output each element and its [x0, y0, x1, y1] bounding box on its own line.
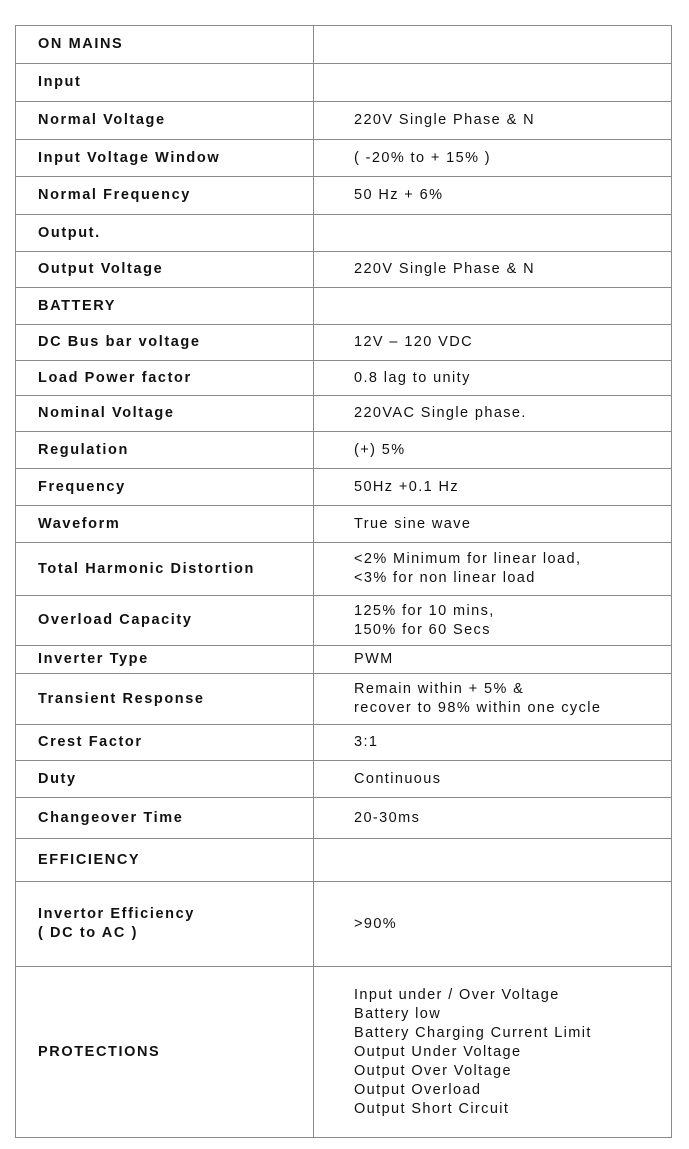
table-row [16, 64, 672, 102]
spec-label-text: Input [38, 74, 82, 90]
spec-value-line: Output Under Voltage [354, 1043, 522, 1060]
spec-label [16, 646, 314, 674]
spec-value-line: <2% Minimum for linear load, [354, 551, 582, 567]
spec-label-text: BATTERY [38, 297, 117, 314]
spec-label [16, 469, 314, 506]
spec-label-text: Invertor Efficiency [38, 906, 195, 922]
spec-value [314, 798, 672, 839]
spec-label [16, 839, 314, 882]
table-row [16, 140, 672, 177]
table-row [16, 396, 672, 432]
spec-value-line: (+) 5% [354, 441, 406, 458]
spec-label-text: Overload Capacity [38, 612, 193, 628]
spec-label [16, 506, 314, 543]
spec-value [314, 967, 672, 1138]
spec-value [314, 506, 672, 543]
specifications-table-body [16, 26, 672, 1138]
spec-value-line: Output Short Circuit [354, 1100, 510, 1117]
spec-label-text: PROTECTIONS [38, 1043, 161, 1060]
spec-label-text: Transient Response [38, 690, 205, 707]
spec-label-text: Duty [38, 770, 77, 787]
table-row [16, 882, 672, 967]
spec-label-text: ON MAINS [38, 36, 124, 52]
table-row [16, 288, 672, 325]
table-row [16, 506, 672, 543]
spec-label-text: Input Voltage Window [38, 149, 221, 166]
table-row [16, 177, 672, 215]
spec-label [16, 215, 314, 252]
spec-label-text: Output. [38, 224, 101, 241]
table-row [16, 596, 672, 646]
spec-value [314, 674, 672, 725]
spec-value-line: 125% for 10 mins, [354, 602, 495, 619]
spec-value-line: Continuous [354, 770, 442, 787]
spec-label [16, 288, 314, 325]
spec-value [314, 177, 672, 215]
spec-label-text: Output Voltage [38, 261, 164, 277]
table-row [16, 725, 672, 761]
spec-value-line: 50Hz +0.1 Hz [354, 478, 460, 495]
spec-value-line: 12V – 120 VDC [354, 334, 473, 350]
spec-value [314, 646, 672, 674]
spec-value-line: Input under / Over Voltage [354, 986, 560, 1003]
spec-label [16, 882, 314, 967]
table-row [16, 839, 672, 882]
table-row [16, 967, 672, 1138]
spec-value-line: 220V Single Phase & N [354, 261, 535, 277]
spec-value [314, 325, 672, 361]
spec-value [314, 543, 672, 596]
table-row [16, 325, 672, 361]
spec-label-text: DC Bus bar voltage [38, 334, 201, 350]
specifications-table [15, 25, 672, 1138]
spec-value [314, 361, 672, 396]
spec-label-text: EFFICIENCY [38, 851, 141, 868]
spec-label [16, 967, 314, 1138]
table-row [16, 761, 672, 798]
spec-label-text: Normal Voltage [38, 112, 166, 128]
spec-value [314, 140, 672, 177]
spec-label [16, 596, 314, 646]
spec-label-text: Total Harmonic Distortion [38, 560, 255, 577]
spec-value [314, 882, 672, 967]
spec-label [16, 396, 314, 432]
spec-value-line: 3:1 [354, 734, 379, 750]
spec-value [314, 761, 672, 798]
spec-value [314, 102, 672, 140]
spec-value-line: Output Overload [354, 1081, 482, 1098]
table-row [16, 26, 672, 64]
spec-value [314, 215, 672, 252]
spec-label-text: Load Power factor [38, 369, 192, 386]
spec-value [314, 839, 672, 882]
spec-value-line: 150% for 60 Secs [354, 621, 491, 638]
spec-value-line: True sine wave [354, 515, 472, 532]
spec-label [16, 798, 314, 839]
spec-value [314, 469, 672, 506]
spec-label [16, 674, 314, 725]
spec-value-line: >90% [354, 915, 398, 932]
spec-value-line: recover to 98% within one cycle [354, 700, 602, 716]
table-row [16, 432, 672, 469]
spec-label [16, 26, 314, 64]
table-row [16, 102, 672, 140]
spec-value-line: PWM [354, 651, 394, 667]
spec-value-line: Battery Charging Current Limit [354, 1024, 592, 1041]
table-row [16, 798, 672, 839]
spec-value-line: 50 Hz + 6% [354, 187, 444, 203]
spec-label [16, 432, 314, 469]
spec-value-line: 220V Single Phase & N [354, 112, 535, 128]
spec-label [16, 543, 314, 596]
spec-label-text: Waveform [38, 515, 121, 532]
spec-label [16, 252, 314, 288]
spec-label [16, 725, 314, 761]
spec-label-text: Changeover Time [38, 809, 184, 826]
table-row [16, 361, 672, 396]
spec-value [314, 288, 672, 325]
table-row [16, 646, 672, 674]
table-row [16, 674, 672, 725]
spec-value [314, 64, 672, 102]
spec-value-line: 20-30ms [354, 809, 421, 826]
spec-label [16, 361, 314, 396]
spec-value [314, 725, 672, 761]
spec-label [16, 64, 314, 102]
spec-label-text: Crest Factor [38, 734, 143, 750]
spec-label [16, 177, 314, 215]
table-row [16, 543, 672, 596]
spec-label [16, 140, 314, 177]
spec-value-line: Output Over Voltage [354, 1062, 512, 1079]
spec-label [16, 102, 314, 140]
spec-value-line: Remain within + 5% & [354, 681, 525, 697]
spec-label-text: ( DC to AC ) [38, 925, 139, 941]
spec-value-line: ( -20% to + 15% ) [354, 149, 492, 166]
spec-value-line: 220VAC Single phase. [354, 405, 527, 421]
table-row [16, 252, 672, 288]
spec-value [314, 252, 672, 288]
spec-label [16, 761, 314, 798]
spec-value [314, 396, 672, 432]
spec-value [314, 596, 672, 646]
spec-value-line: 0.8 lag to unity [354, 369, 471, 386]
spec-label-text: Frequency [38, 478, 126, 495]
spec-value-line: Battery low [354, 1005, 442, 1022]
spec-label-text: Nominal Voltage [38, 405, 175, 421]
spec-label-text: Regulation [38, 441, 129, 458]
table-row [16, 215, 672, 252]
spec-value-line: <3% for non linear load [354, 570, 536, 586]
spec-value [314, 432, 672, 469]
spec-value [314, 26, 672, 64]
spec-label-text: Normal Frequency [38, 187, 191, 203]
spec-label [16, 325, 314, 361]
table-row [16, 469, 672, 506]
spec-label-text: Inverter Type [38, 651, 149, 667]
